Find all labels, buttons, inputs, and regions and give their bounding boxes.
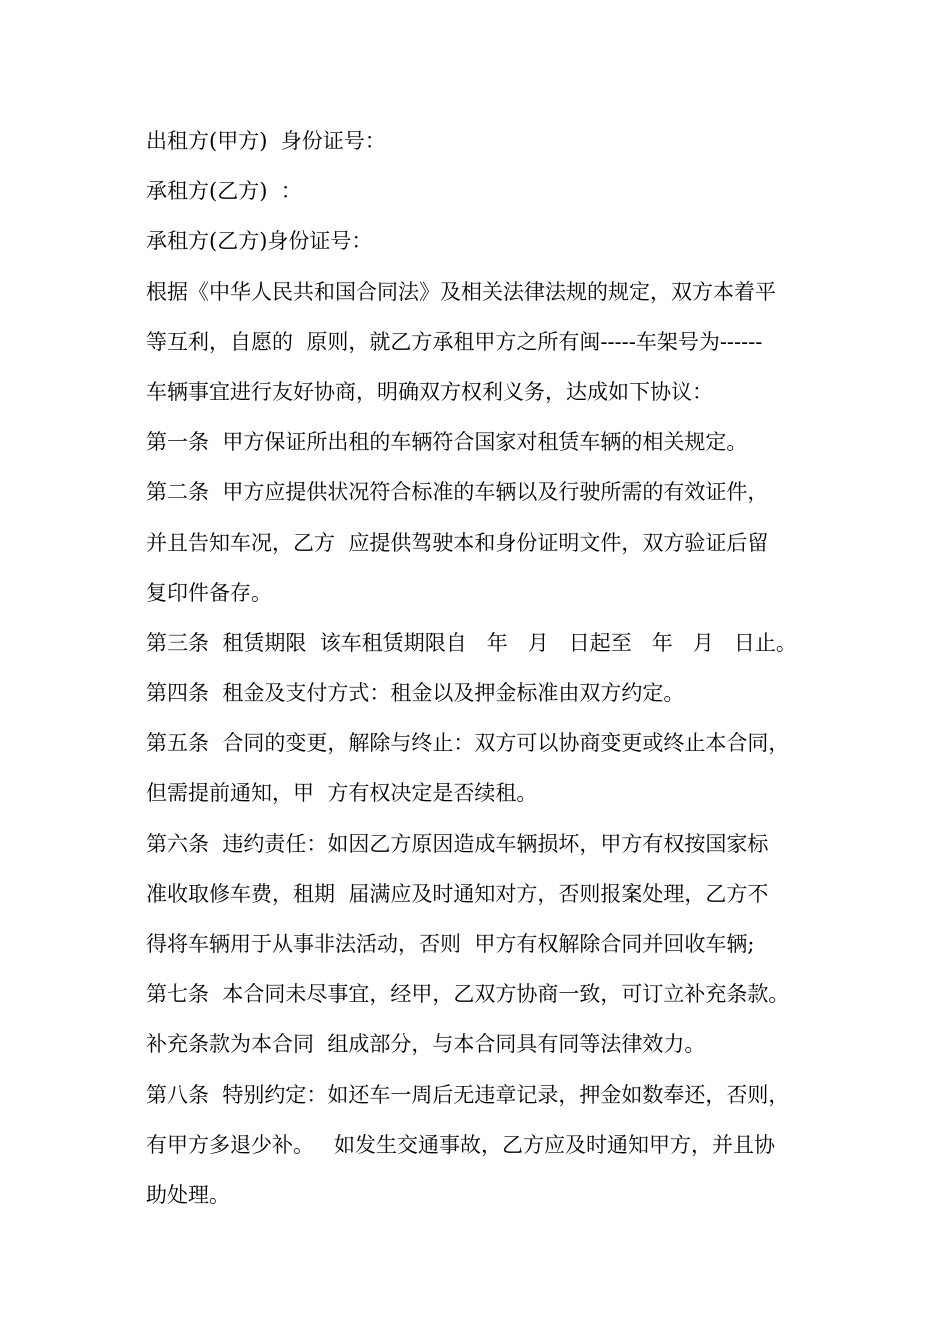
article-3-line: 第三条 租赁期限 该车租赁期限自 年 月 日起至 年 月 日止。 [146,630,797,655]
contract-body [146,116,810,1220]
article-2-line: 第二条 甲方应提供状况符合标准的车辆以及行驶所需的有效证件， [146,480,769,505]
article-6-line: 得将车辆用于从事非法活动，否则 甲方有权解除合同并回收车辆; [146,932,755,956]
article-8-line: 助处理。 [146,1182,230,1207]
article-1-line: 第一条 甲方保证所出租的车辆符合国家对租赁车辆的相关规定。 [146,430,748,455]
article-2-line: 并且告知车况，乙方 应提供驾驶本和身份证明文件，双方验证后留 [146,530,769,555]
article-4-line: 第四条 租金及支付方式：租金以及押金标准由双方约定。 [146,681,685,706]
article-6-line: 准收取修车费，租期 届满应及时通知对方，否则报案处理，乙方不 [146,881,769,906]
preamble-line: 等互利，自愿的 原则，就乙方承租甲方之所有闽-----车架号为------ [146,329,763,354]
article-2-line: 复印件备存。 [146,580,272,605]
article-5-line: 第五条 合同的变更，解除与终止：双方可以协商变更或终止本合同， [146,731,790,756]
lessor-id-line: 出租方(甲方) 身份证号： [146,129,386,153]
article-5-line: 但需提前通知，甲 方有权决定是否续租。 [146,781,538,806]
lessee-line: 承租方(乙方) ： [146,179,302,204]
article-8-line: 有甲方多退少补。 如发生交通事故，乙方应及时通知甲方，并且协 [146,1132,776,1157]
article-6-line: 第六条 违约责任：如因乙方原因造成车辆损坏，甲方有权按国家标 [146,831,769,856]
article-7-line: 第七条 本合同未尽事宜，经甲，乙双方协商一致，可订立补充条款。 [146,982,790,1007]
article-7-line: 补充条款为本合同 组成部分，与本合同具有同等法律效力。 [146,1032,706,1057]
lessee-id-line: 承租方(乙方)身份证号： [146,229,373,254]
preamble-line: 根据《中华人民共和国合同法》及相关法律法规的规定，双方本着平 [146,279,776,304]
article-8-line: 第八条 特别约定：如还车一周后无违章记录，押金如数奉还，否则， [146,1082,790,1107]
preamble-line: 车辆事宜进行友好协商，明确双方权利义务，达成如下协议： [146,379,713,404]
